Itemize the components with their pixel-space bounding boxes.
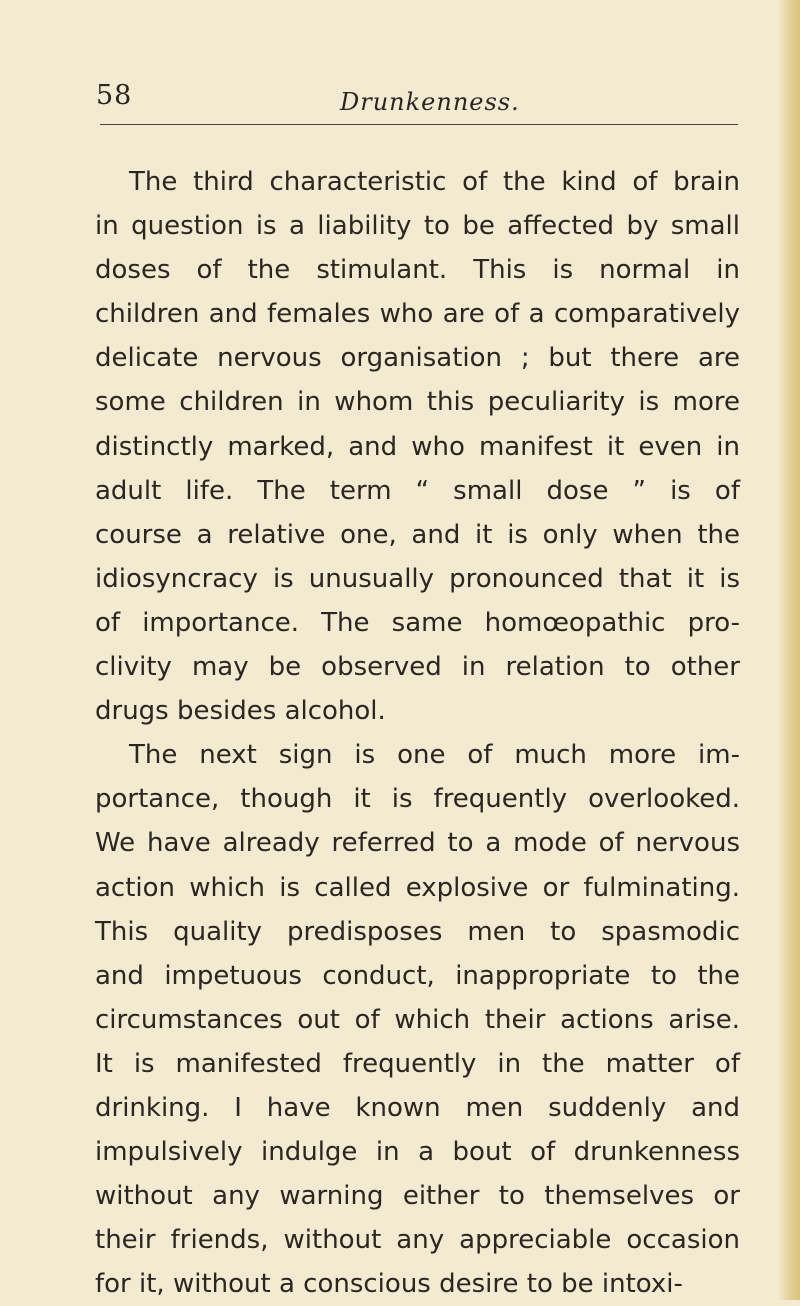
text-line: distinctly marked, and who manifest it even in [95, 431, 740, 462]
text-line: It is manifested frequently in the matter of [95, 1048, 740, 1079]
running-title: Drunkenness. [340, 88, 520, 116]
text-line: portance, though it is frequently overlooked. [95, 784, 740, 815]
text-line: some children in whom this peculiarity is more [95, 387, 740, 418]
text-line: circumstances out of which their actions arise. [95, 1004, 740, 1035]
text-line: impulsively indulge in a bout of drunkenness [95, 1137, 740, 1168]
text-line: doses of the stimulant. This is normal in [95, 255, 740, 286]
paragraph-2 [95, 733, 740, 1306]
text-line: in question is a liability to be affected by small [95, 211, 740, 242]
body-text [95, 160, 740, 1306]
text-line: adult life. The term “ small dose ” is of [95, 475, 740, 506]
text-line: clivity may be observed in relation to other [95, 652, 740, 683]
text-line: action which is called explosive or fulminating. [95, 872, 740, 903]
text-line: without any warning either to themselves or [95, 1181, 740, 1212]
text-line: children and females who are of a comparatively [95, 299, 740, 330]
text-line: of importance. The same homœopathic pro- [95, 607, 740, 638]
text-line: for it, without a conscious desire to be intoxi- [95, 1269, 683, 1300]
paragraph-1 [95, 160, 740, 733]
text-line: drinking. I have known men suddenly and [95, 1092, 740, 1123]
text-line: their friends, without any appreciable occasion [95, 1225, 740, 1256]
text-line: The third characteristic of the kind of brain [129, 167, 740, 197]
text-line: drugs besides alcohol. [95, 696, 386, 727]
text-line: The next sign is one of much more im- [129, 740, 740, 771]
text-line: We have already referred to a mode of nervous [95, 828, 740, 859]
text-line: This quality predisposes men to spasmodic [95, 916, 740, 947]
page-header [96, 68, 636, 124]
page-number: 58 [96, 80, 133, 111]
page-edge-shading [778, 0, 800, 1300]
text-line: course a relative one, and it is only when the [95, 519, 740, 550]
text-line: idiosyncracy is unusually pronounced that it is [95, 563, 740, 594]
text-line: delicate nervous organisation ; but there are [95, 343, 740, 374]
text-line: and impetuous conduct, inappropriate to the [95, 960, 740, 991]
header-rule [100, 124, 738, 125]
